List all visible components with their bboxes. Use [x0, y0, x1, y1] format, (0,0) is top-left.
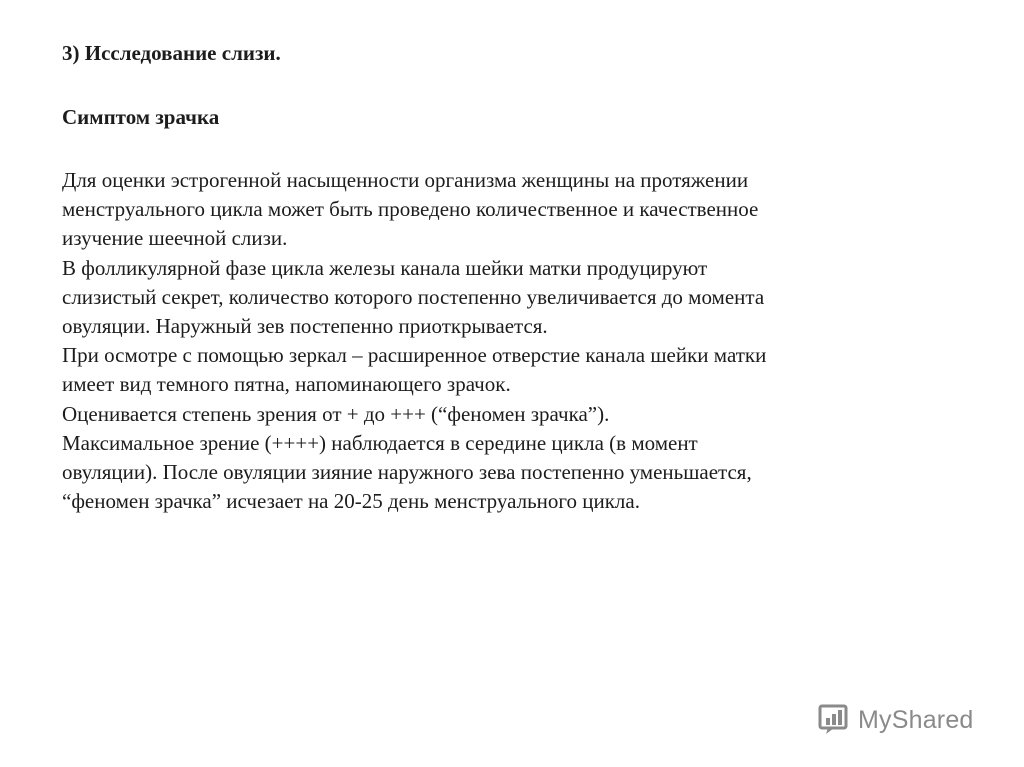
slide-heading: 3) Исследование слизи.: [62, 41, 281, 65]
body-line: слизистый секрет, количество которого постепенно увеличивается до момента: [62, 284, 765, 309]
slide-body: [62, 166, 1002, 516]
body-line: “феномен зрачка” исчезает на 20-25 день менструального цикла.: [62, 489, 640, 514]
body-line: овуляции). После овуляции зияние наружного зева постепенно уменьшается,: [62, 460, 752, 485]
slide-content: [62, 40, 1002, 516]
body-line: В фолликулярной фазе цикла железы канала шейки матки продуцируют: [62, 255, 708, 280]
body-line: Для оценки эстрогенной насыщенности организма женщины на протяжении: [62, 168, 749, 192]
slide-subheading: Симптом зрачка: [62, 105, 220, 129]
body-line: Оценивается степень зрения от + до +++ (“феномен зрачка”).: [62, 401, 610, 426]
body-line: Максимальное зрение (++++) наблюдается в середине цикла (в момент: [62, 430, 698, 455]
myshared-watermark-text: MyShared: [858, 705, 974, 734]
body-line: менструального цикла может быть проведено количественное и качественное: [62, 197, 759, 222]
body-line: овуляции. Наружный зев постепенно приоткрывается.: [62, 314, 548, 339]
myshared-watermark: [818, 700, 974, 740]
body-line: имеет вид темного пятна, напоминающего зрачок.: [62, 372, 511, 397]
body-line: изучение шеечной слизи.: [62, 226, 288, 251]
myshared-logo-icon: [818, 704, 852, 736]
body-line: При осмотре с помощью зеркал – расширенное отверстие канала шейки матки: [62, 343, 767, 368]
